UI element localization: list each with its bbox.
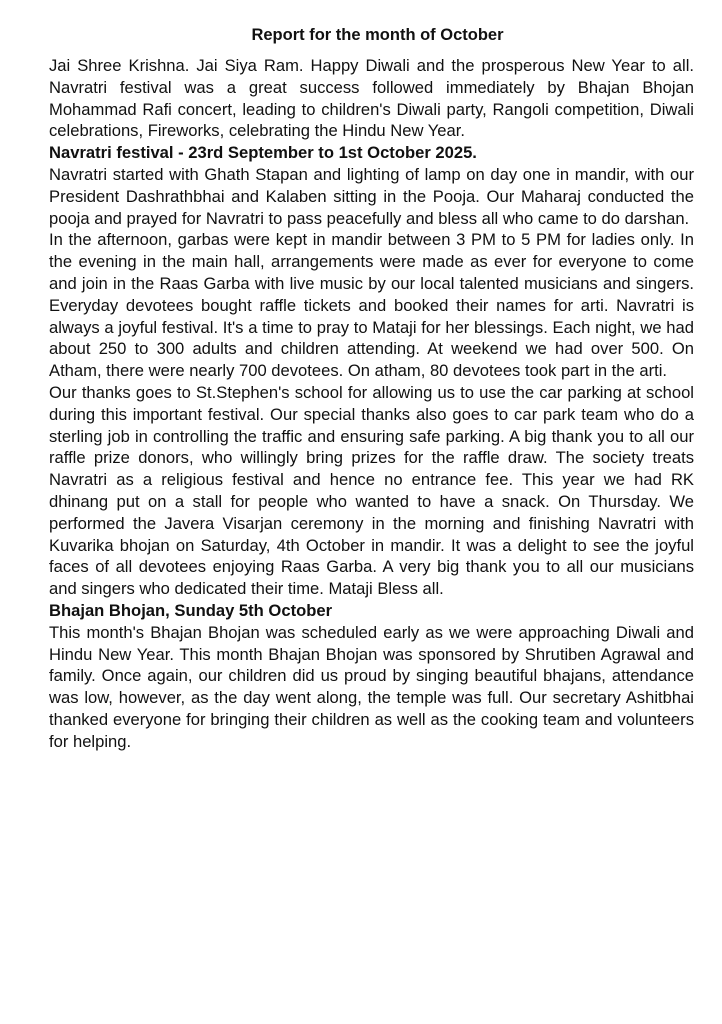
report-title: Report for the month of October — [251, 26, 504, 44]
navratri-paragraph-2: In the afternoon, garbas were kept in mandir between 3 PM to 5 PM for ladies only. In the evening in the main hall, arrangements were made as ever for everyone to come and join in the Raas Garba with live music by our local talented musicians and singers. Everyday devotees bought raffle tickets and booked their names for arti. Navratri is always a joyful festival. It's a time to pray to Mataji for her blessings. Each night, we had about 250 to 300 adults and children attending. At weekend we had over 500. On Atham, there were nearly 700 devotees. On atham, 80 devotees took part in the arti. — [49, 230, 694, 381]
bhajan-bhojan-section — [49, 600, 694, 753]
intro-paragraph: Jai Shree Krishna. Jai Siya Ram. Happy Diwali and the prosperous New Year to all. Navratri festival was a great success followed immediately by Bhajan Bhojan Mohammad Rafi concert, leading to children's Diwali party, Rangoli competition, Diwali celebrations, Fireworks, celebrating the Hindu New Year. — [49, 56, 694, 141]
navratri-section — [49, 142, 694, 600]
navratri-paragraph-3: Our thanks goes to St.Stephen's school for allowing us to use the car parking at school during this important festival. Our special thanks also goes to car park team who do a sterling job in controlling the traffic and ensuring safe parking. A big thank you to all our raffle prize donors, who willingly bring prizes for the raffle draw. The society treats Navratri as a religious festival and hence no entrance fee. This year we had RK dhinang put on a stall for people who wanted to have a snack. On Thursday. We performed the Javera Visarjan ceremony in the morning and finishing Navratri with Kuvarika bhojan on Saturday, 4th October in mandir. It was a delight to see the joyful faces of all devotees enjoying Raas Garba. A very big thank you to all our musicians and singers who dedicated their time. Mataji Bless all. — [49, 382, 694, 599]
navratri-paragraph-1: Navratri started with Ghath Stapan and lighting of lamp on day one in mandir, with our President Dashrathbhai and Kalaben sitting in the Pooja. Our Maharaj conducted the pooja and prayed for Navratri to pass peacefully and bless all who came to do darshan. — [49, 164, 694, 228]
bhajan-bhojan-paragraph: This month's Bhajan Bhojan was scheduled early as we were approaching Diwali and Hindu New Year. This month Bhajan Bhojan was sponsored by Shrutiben Agrawal and family. Once again, our children did us proud by singing beautiful bhajans, attendance was low, however, as the day went along, the temple was full. Our secretary Ashitbhai thanked everyone for bringing their children as well as the cooking team and volunteers for helping. — [49, 622, 694, 751]
bhajan-bhojan-heading: Bhajan Bhojan, Sunday 5th October — [49, 600, 333, 620]
navratri-heading: Navratri festival - 23rd September to 1st October 2025. — [49, 143, 477, 163]
